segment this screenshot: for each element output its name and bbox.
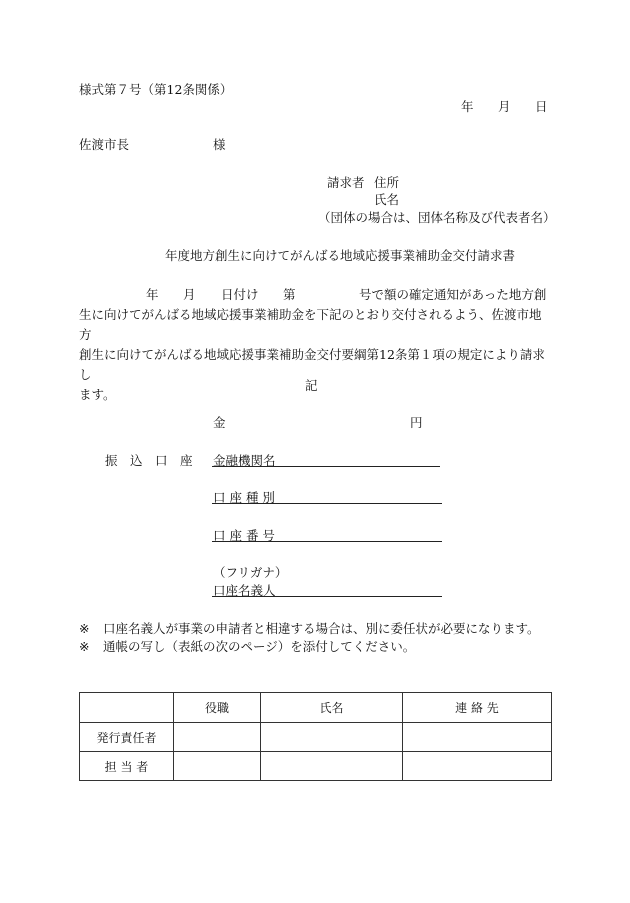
bank-institution-line — [212, 466, 440, 467]
document-title: 年度地方創生に向けてがんばる地域応援事業補助金交付請求書 — [165, 248, 516, 263]
account-holder-line — [212, 596, 442, 597]
cell-contact-person-name[interactable] — [261, 752, 403, 781]
account-number-line — [212, 541, 442, 542]
staff-table — [79, 692, 552, 781]
cell-issuer-contact[interactable] — [403, 723, 552, 752]
addressee-title: 佐渡市長 — [79, 137, 130, 152]
body-month: 月 — [183, 287, 196, 302]
header-cell-contact: 連 絡 先 — [403, 693, 552, 723]
cell-contact-person-position[interactable] — [174, 752, 261, 781]
body-no-suffix: 号で額の確定通知があった地方創 — [359, 287, 547, 302]
body-no-prefix: 第 — [283, 287, 296, 302]
body-line-4: ます。 — [79, 387, 116, 402]
date-year: 年 — [461, 99, 474, 114]
note-2-mark: ※ — [79, 639, 90, 654]
cell-issuer-name[interactable] — [261, 723, 403, 752]
body-day: 日付け — [221, 287, 259, 302]
amount-label: 金 — [213, 415, 226, 430]
body-year: 年 — [146, 287, 159, 302]
cell-contact-person-contact[interactable] — [403, 752, 552, 781]
ki-heading: 記 — [305, 378, 318, 393]
row-label-issuer: 発行責任者 — [80, 723, 174, 752]
note-2-text: 通帳の写し（表紙の次のページ）を添付してください。 — [103, 639, 416, 654]
header-cell-name: 氏名 — [261, 693, 403, 723]
form-number: 様式第７号（第12条関係） — [79, 82, 233, 97]
requester-group-note: （団体の場合は、団体名称及び代表者名） — [318, 210, 556, 225]
cell-issuer-position[interactable] — [174, 723, 261, 752]
account-holder-label: 口座名義人 — [213, 583, 276, 598]
addressee-honorific: 様 — [213, 137, 226, 152]
body-line-3: 創生に向けてがんばる地域応援事業補助金交付要綱第12条第１項の規定により請求し — [79, 347, 545, 382]
body-line-2: 生に向けてがんばる地域応援事業補助金を下記のとおり交付されるよう、佐渡市地方 — [79, 307, 542, 342]
requester-name-label: 氏名 — [374, 192, 400, 207]
header-cell-position: 役職 — [174, 693, 261, 723]
bank-institution-label: 金融機関名 — [213, 453, 276, 468]
account-type-line — [212, 503, 442, 504]
date-day: 日 — [535, 99, 548, 114]
header-cell-blank — [80, 693, 174, 723]
note-1-text: 口座名義人が事業の申請者と相違する場合は、別に委任状が必要になります。 — [103, 621, 540, 636]
date-month: 月 — [498, 99, 511, 114]
note-1-mark: ※ — [79, 621, 90, 636]
amount-unit: 円 — [410, 415, 423, 430]
requester-address-label: 住所 — [374, 175, 400, 190]
table-row — [80, 723, 552, 752]
table-row — [80, 752, 552, 781]
account-number-label: 口 座 番 号 — [213, 528, 275, 543]
row-label-contact-person: 担 当 者 — [80, 752, 174, 781]
requester-label: 請求者 — [327, 175, 365, 190]
furigana-label: （フリガナ） — [213, 565, 288, 580]
account-type-label: 口 座 種 別 — [213, 490, 275, 505]
table-header-row — [80, 693, 552, 723]
bank-section-label: 振 込 口 座 — [105, 453, 193, 468]
